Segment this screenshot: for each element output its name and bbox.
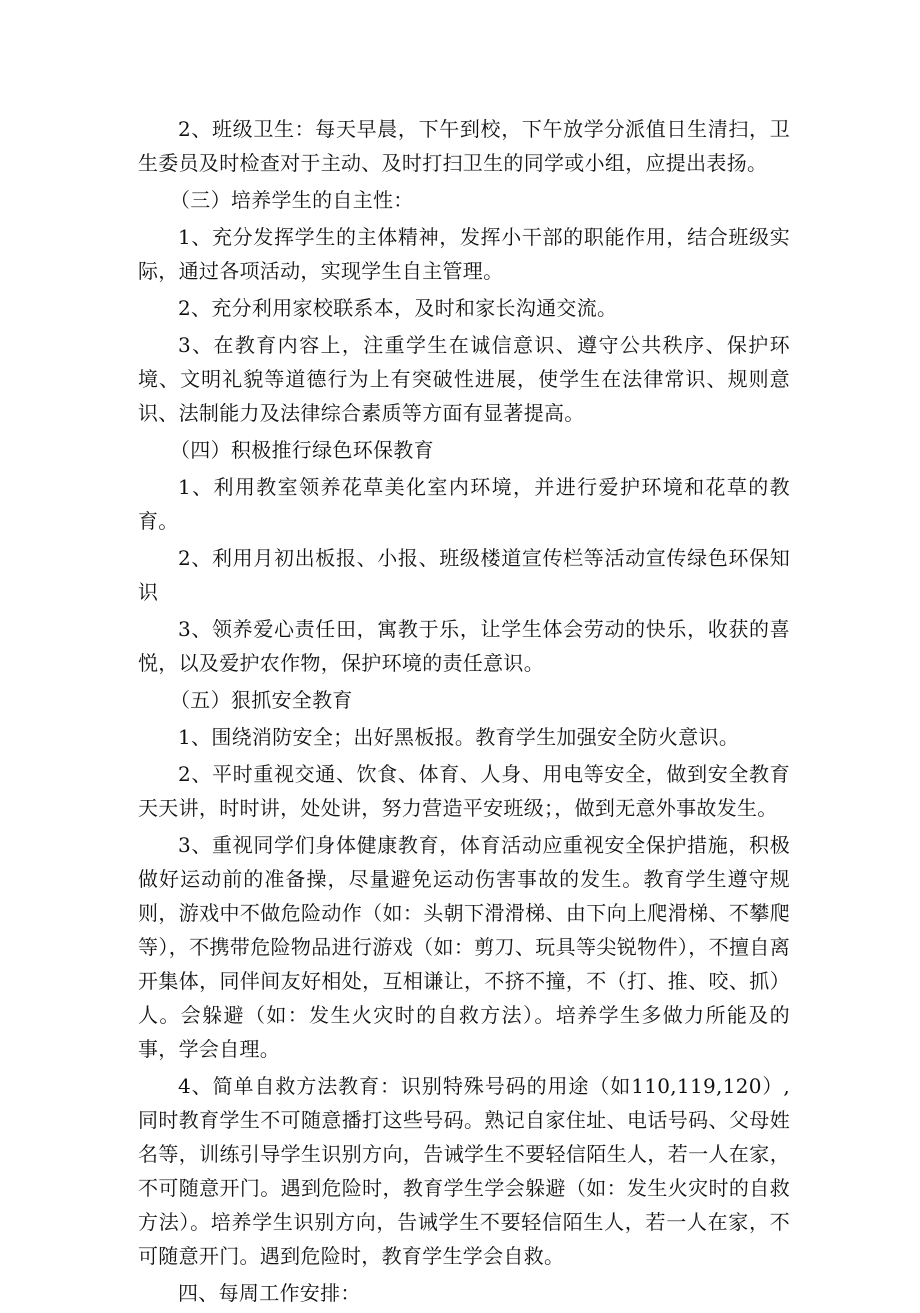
heading-weekly-schedule: 四、每周工作安排： bbox=[178, 1281, 361, 1305]
paragraph-green-1: 1、利用教室领养花草美化室内环境，并进行爱护环境和花草的教育。 bbox=[138, 475, 790, 533]
heading-safety-education: （五）狠抓安全教育 bbox=[170, 688, 353, 712]
paragraph-green-2: 2、利用月初出板报、小报、班级楼道宣传栏等活动宣传绿色环保知识 bbox=[138, 546, 790, 604]
paragraph-autonomy-2: 2、充分利用家校联系本，及时和家长沟通交流。 bbox=[178, 296, 618, 320]
heading-green-education: （四）积极推行绿色环保教育 bbox=[170, 438, 434, 462]
paragraph-safety-4: 4、简单自救方法教育：识别特殊号码的用途（如110,119,120）,同时教育学生不可随意播打这些号码。熟记自家住址、电话号码、父母姓名等，训练引导学生识别方向，告诫学生不要轻信陌生人，若一人在家，不可随意开门。遇到危险时，教育学生学会躲避（如：发生火灾时的自救方法）。培养学生识别方向，告诫学生不要轻信陌生人，若一人在家，不可随意开门。遇到危险时，教育学生学会自救。 bbox=[138, 1074, 790, 1268]
paragraph-safety-2: 2、平时重视交通、饮食、体育、人身、用电等安全，做到安全教育天天讲，时时讲，处处讲，努力营造平安班级；，做到无意外事故发生。 bbox=[138, 762, 790, 820]
heading-autonomy: （三）培养学生的自主性： bbox=[170, 188, 414, 212]
paragraph-safety-3: 3、重视同学们身体健康教育，体育活动应重视安全保护措施，积极做好运动前的准备操，尽量避免运动伤害事故的发生。教育学生遵守规则，游戏中不做危险动作（如：头朝下滑滑梯、由下向上爬滑梯、不攀爬等），不携带危险物品进行游戏（如：剪刀、玩具等尖锐物件），不擅自离开集体，同伴间友好相处，互相谦让，不挤不撞，不（打、推、咬、抓）人。会躲避（如：发生火灾时的自救方法）。培养学生多做力所能及的事，学会自理。 bbox=[138, 833, 790, 1061]
paragraph-autonomy-1: 1、充分发挥学生的主体精神，发挥小干部的职能作用，结合班级实际，通过各项活动，实现学生自主管理。 bbox=[138, 225, 790, 283]
paragraph-autonomy-3: 3、在教育内容上，注重学生在诚信意识、遵守公共秩序、保护环境、文明礼貌等道德行为上有突破性进展，使学生在法律常识、规则意识、法制能力及法律综合素质等方面有显著提高。 bbox=[138, 333, 790, 425]
paragraph-class-hygiene: 2、班级卫生：每天早晨，下午到校，下午放学分派值日生清扫，卫生委员及时检查对于主动、及时打扫卫生的同学或小组，应提出表扬。 bbox=[138, 117, 790, 175]
paragraph-green-3: 3、领养爱心责任田，寓教于乐，让学生体会劳动的快乐，收获的喜悦，以及爱护农作物，保护环境的责任意识。 bbox=[138, 617, 790, 675]
paragraph-safety-1: 1、围绕消防安全；出好黑板报。教育学生加强安全防火意识。 bbox=[178, 725, 740, 749]
document-page bbox=[138, 112, 790, 1313]
